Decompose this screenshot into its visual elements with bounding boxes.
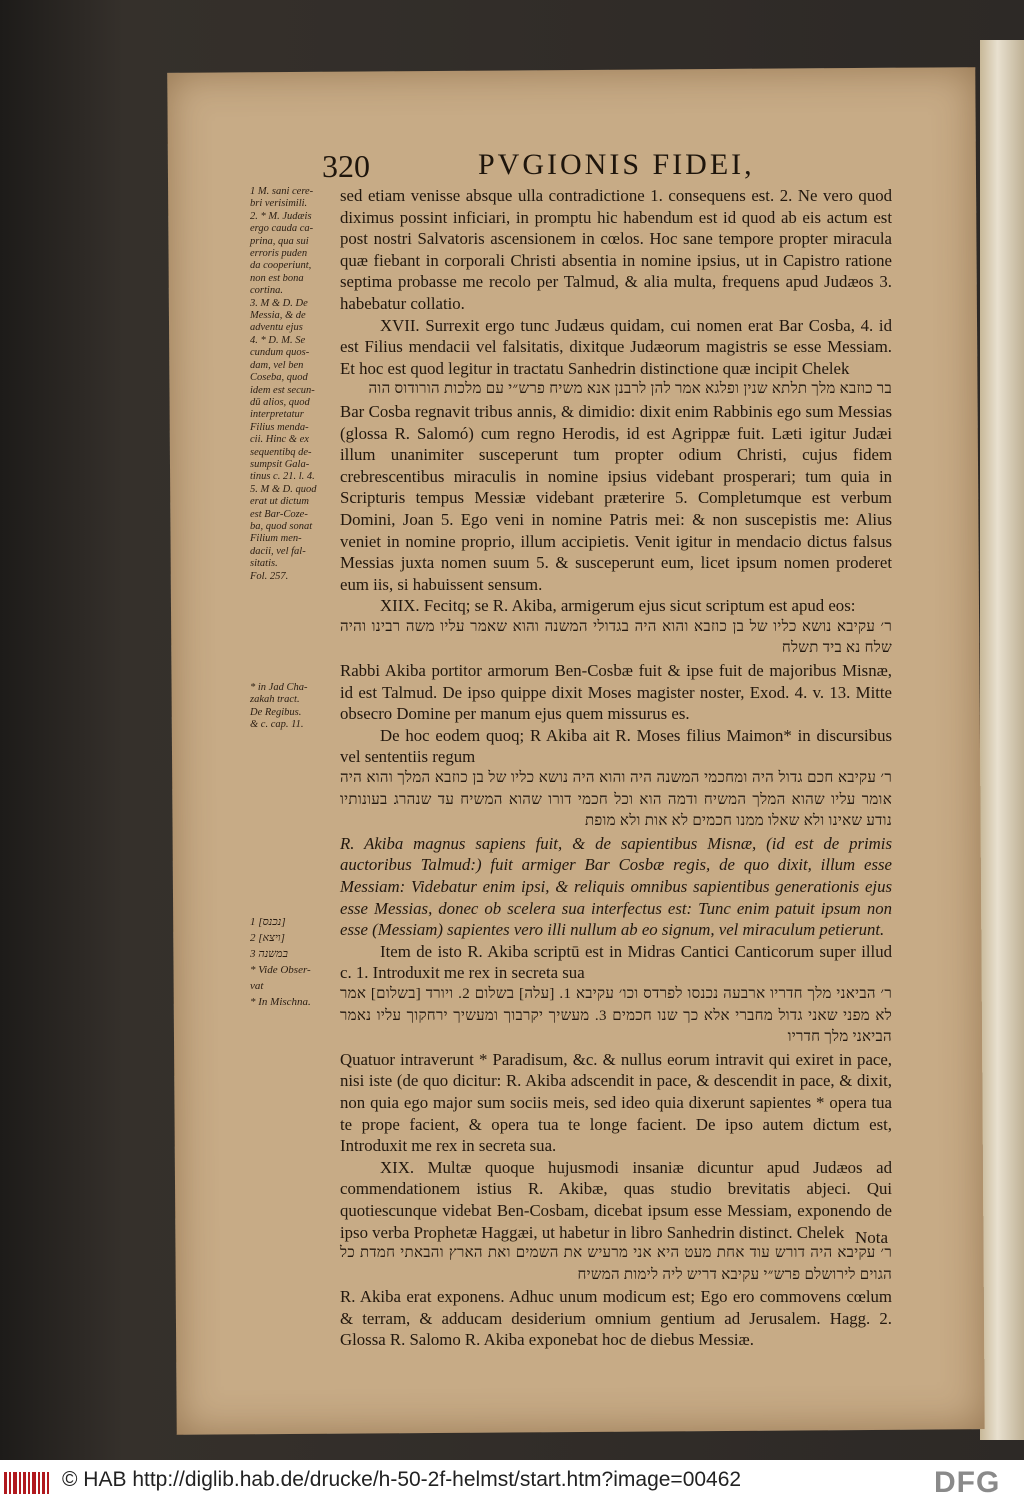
hebrew-quotation: ר׳ עקיבא נושא כליו של בן כוזבא והוא היה בגדולי המשנה והוא שאמר עליו משה רבינו והיה שלח נא ביד תשלח [340,618,892,657]
hebrew-quotation: ר׳ הביאני מלך חדריו ארבעה נכנסו לפרדס וכו׳ עקיבא 1. [עלה] בשלום 2. ויורד [בשלום] אמר לא מפני שאני גדול מחברי אלא כך שנו חכמים 3. מעשיך יקרבוך ומעשיך ירחקוך עליו נאמר הביאני מלך חדריו [340,985,892,1046]
paragraph: Quatuor intraverunt * Paradisum, &c. & nullus eorum intravit qui exiret in pace, nisi iste (de quo dicitur: R. Akiba adscendit in pace, & descendit in pace, & dixit, non quia ego major sum sociis meis, sed ideo quia dixerunt sapientes * opera tua te prope facient, & opera tua te longe facient. De ipso autem dictum est, Introduxit me rex in secreta sua. [340,1049,892,1156]
paragraph: XIIX. Fecitq; se R. Akiba, armigerum ejus sicut scriptum est apud eos: [380,596,856,616]
paragraph: Bar Cosba regnavit tribus annis, & dimidio: dixit enim Rabbinis ego sum Messias (glossa R. Salomó) cum regno Herodis, id est Agrippæ fuit. Læti igitur Judæi illum unanimiter susceperunt tum propter odium Christi, cujus fidem crebrescentibus miraculis in nomine ipsius videbant prosperari; tum quia in Scripturis tempus Messiæ videbant præterire 5. Completumque est verbum Domini, Joan 5. Ego veni in nomine Patris mei: & non suscepistis me: Alius veniet in nomine proprio, illum accipietis. Venit igitur in mendacio dictus falsus Messias juxta nomen suum 5. & susceperunt eum, licet ipsum nomen proderet eum iis, si habuissent sensum. [340,401,892,594]
paragraph: De hoc eodem quoq; R Akiba ait R. Moses filius Maimon* in discursibus vel sententiis regum [340,725,892,767]
hebrew-quotation: ר׳ עקיבא חכם גדול היה ומחכמי המשנה היה והוא היה נושא כליו של בן כוזבא המלך והוא היה אומר עליו שהוא המלך המשיח ודמה הוא וכל חכמי דורו שהוא המשיח עד שנהרג בעונותיו נודע שאינו ולא שאלו ממנו חכמים לא אות ולא מופת [340,770,892,830]
source-url-text[interactable]: © HAB http://diglib.hab.de/drucke/h-50-2f-helmst/start.htm?image=00462 [62,1468,742,1491]
catchword: Nota [855,1228,889,1247]
footer-bar [0,1460,1024,1504]
margin-notes-top: 1 M. sani cere- bri verisimili. 2. * M. Judæis ergo cauda ca- prina, qua sui erroris puden da cooperiunt, non est bona cortina. 3. M & D. De Messia, & de adventu ejus 4. * D. M. Se cundum quos- dam, vel ben Coseba, quod idem est secun- dū alios, quod interpretatur Filius menda- cii. Hinc & ex sequentibq de- sumpsit Gala- tinus c. 21. l. 4. 5. M & D. quod erat ut dictum est Bar-Coze- ba, quod sonat Filium men- dacii, vel fal- sitatis. Fol. 257. [250,186,317,582]
dfg-logo: DFG [934,1466,1001,1499]
margin-notes-lower: 1 [נכנס] 2 [ויצא] 3 במשנה * Vide Obser- vat * In Mischna. [250,916,311,1008]
paragraph: XVII. Surrexit ergo tunc Judæus quidam, cui nomen erat Bar Cosba, 4. id est Filius mendacii vel falsitatis, dixitque Judæorum magistris se esse Messiam. Et hoc est quod legitur in tractatu Sanhedrin distinctione quæ incipit Chelek [340,315,892,378]
paragraph: R. Akiba erat exponens. Adhuc unum modicum est; Ego ero commovens cœlum & terram, & adducam desiderium omnium gentium ad Jerusalem. Hagg. 2. Glossa R. Salomo R. Akiba exponebat hoc de diebus Messiæ. [340,1287,892,1350]
margin-notes-middle: * in Jad Cha- zakah tract. De Regibus. & c. cap. 11. [250,682,308,731]
hab-barcode-logo-icon [4,1470,52,1496]
paragraph: R. Akiba magnus sapiens fuit, & de sapientibus Misnæ, (id est de primis auctoribus Talmud:) fuit armiger Bar Cosbæ regis, de quo dixit, illum esse Messiam: Videbatur enim ipsi, & reliquis omnibus sapientibus generationis ejus esse Messias, donec ob scelera sua interfectus est: Tunc enim patuit ipsum non esse (Messiam) sapientes vero illi nullum ab eo signum, vel miraculum petierunt. [340,833,892,940]
paragraph: Rabbi Akiba portitor armorum Ben-Cosbæ fuit & ipse fuit de majoribus Misnæ, id est Talmud. De ipso quippe dixit Moses magister noster, Exod. 4. v. 13. Mitte obsecro Domine per manum ejus quem missurus es. [340,661,892,724]
adjacent-page-edge [980,40,1024,1440]
main-text-column [340,185,892,1351]
paragraph: XIX. Multæ quoque hujusmodi insaniæ dicuntur apud Judæos ad commendationem istius R. Akibæ, quas studio brevitatis abjeci. Qui quotiescunque videbat Ben-Cosbam, dicebat ipsum esse Messiam, exponendo de ipso verba Prophetæ Haggæi, ut habetur in libro Sanhedrin distinct. Chelek [340,1157,892,1242]
paragraph: Item de isto R. Akiba scriptū est in Midras Cantici Canticorum super illud c. 1. Introduxit me rex in secreta sua [340,941,892,983]
hebrew-quotation: ר׳ עקיבא היה דורש עוד אחת מעט היא אני מרעיש את השמים ואת הארץ והבאתי חמדת כל הגוים לירושלם פרש״י עקיבא דריש ליה לימות המשיח [340,1245,892,1283]
hebrew-quotation: בר כוזבא מלך תלתא שנין ופלגא אמר להן לרבנן אנא משיח פרש״י עם מלכות הורודוס הוה [368,381,892,398]
paragraph: sed etiam venisse absque ulla contradictione 1. consequens est. 2. Ne vero quod diximus possint inficiari, in promptu hic habendum est id quod ab eis actum est post nostri Salvatoris ascensionem in cœlos. Hoc sane tempore propter miracula quæ fiebant in corporali Christi absentia in nomine ipsius, ut in Capistro ratione septima probasse me recolo per Talmud, & alia multa, frequens apud Judæos 3. habebatur collatio. [340,186,892,313]
page-number: 320 [322,148,370,184]
running-title: PVGIONIS FIDEI, [478,148,755,181]
